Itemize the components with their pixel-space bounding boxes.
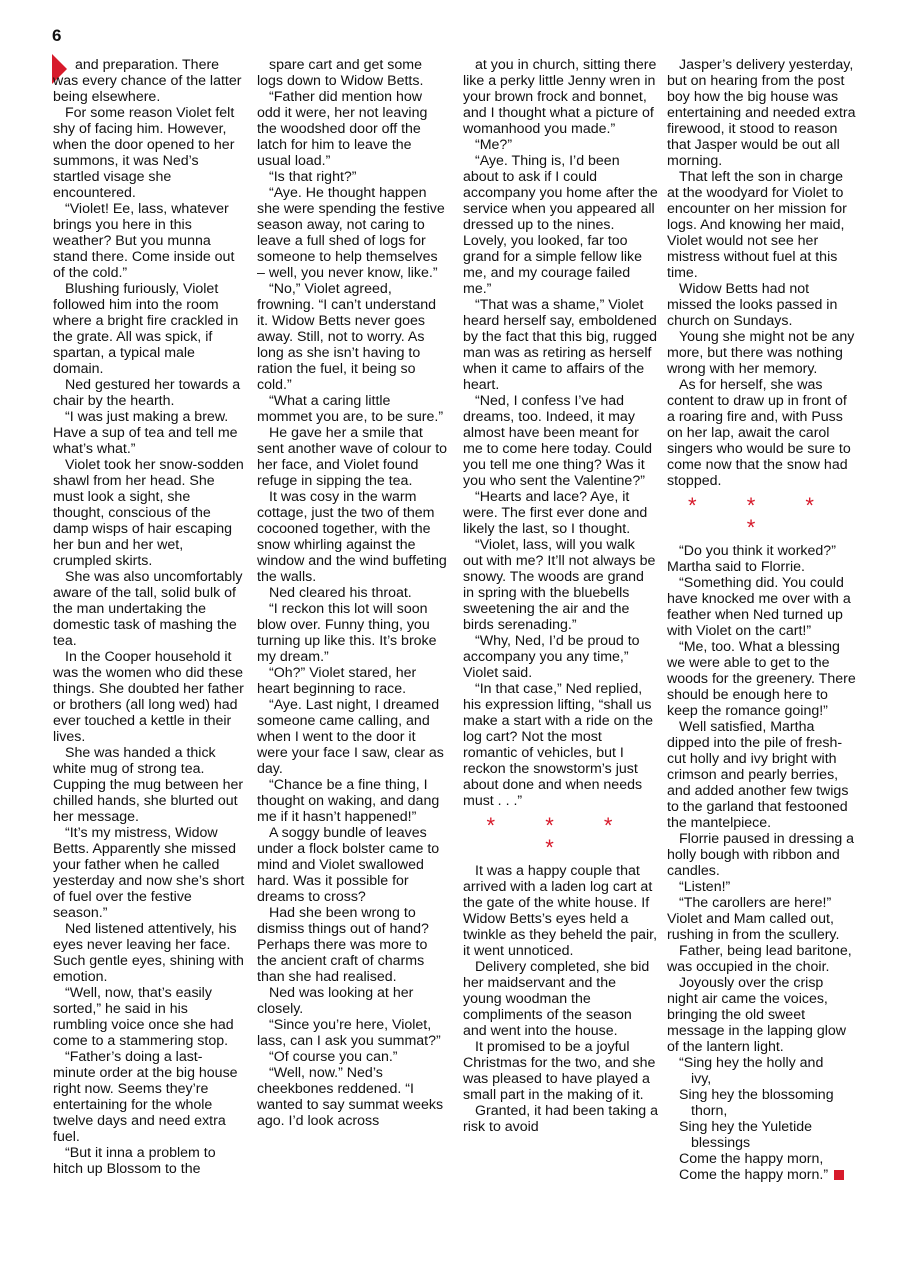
paragraph: “Aye. Thing is, I’d been about to ask if I could accompany you home after the service when you appeared all dressed up to the nines. Lovely, you looked, far too grand for a simple fellow like me, and my courage failed me.” xyxy=(463,153,658,297)
paragraph: “Why, Ned, I’d be proud to accompany you any time,” Violet said. xyxy=(463,633,640,681)
verse-line: Sing hey the Yuletide xyxy=(679,1119,813,1135)
paragraph: “Well, now.” Ned’s cheekbones reddened. “I wanted to say summat weeks ago. I’d look across xyxy=(257,1065,444,1129)
paragraph: It was a happy couple that arrived with a laden log cart at the gate of the white house. If Widow Betts’s eyes held a twinkle as they beheld the pair, it went unnoticed. xyxy=(463,863,658,959)
paragraph: “It’s my mistress, Widow Betts. Apparently she missed your father when he called yesterday and now she’s short of fuel over the festive season.” xyxy=(53,825,245,921)
verse-line-continuation: thorn, xyxy=(691,1103,728,1119)
paragraph: “The carollers are here!” Violet and Mam called out, rushing in from the scullery. xyxy=(667,895,840,943)
paragraph: As for herself, she was content to draw up in front of a roaring fire and, with Puss on her lap, await the carol singers who would be sure to come now that the snow had stopped. xyxy=(667,377,851,489)
paragraph: “Father did mention how odd it were, her not leaving the woodshed door off the latch for him to leave the usual load.” xyxy=(257,89,428,169)
paragraph: at you in church, sitting there like a perky little Jenny wren in your brown frock and bonnet, and I thought what a picture of womanhood you made.” xyxy=(463,57,657,137)
page-number: 6 xyxy=(52,26,62,45)
paragraph: “Aye. He thought happen she were spending the festive season away, not caring to leave a full shed of logs for someone to help themselves – well, you never know, like.” xyxy=(257,185,445,281)
paragraph: Granted, it had been taking a risk to avoid xyxy=(463,1103,658,1135)
paragraph: “What a caring little mommet you are, to be sure.” xyxy=(257,393,444,425)
paragraph: “Chance be a fine thing, I thought on waking, and dang me if it hasn’t happened!” xyxy=(257,777,440,825)
end-of-article-icon xyxy=(834,1170,844,1180)
paragraph: Violet took her snow-sodden shawl from her head. She must look a sight, she thought, conscious of the damp wisps of hair escaping her bun and her wet, crumpled skirts. xyxy=(53,457,244,569)
column-4-text-after-divider xyxy=(667,543,857,1055)
article-column-1 xyxy=(53,57,245,1177)
paragraph: Ned cleared his throat. xyxy=(269,585,412,601)
paragraph: She was handed a thick white mug of strong tea. Cupping the mug between her chilled hands, she blurted out her message. xyxy=(53,745,244,825)
paragraph: “Listen!” xyxy=(679,879,731,895)
section-divider: * * * * xyxy=(688,493,836,540)
paragraph: She was also uncomfortably aware of the tall, solid bulk of the man undertaking the domestic task of mashing the tea. xyxy=(53,569,243,649)
verse-line-continuation: blessings xyxy=(691,1135,751,1151)
column-4-text-before-divider xyxy=(667,57,857,489)
paragraph: “Hearts and lace? Aye, it were. The first ever done and likely the last, so I thought. xyxy=(463,489,648,537)
paragraph: “Something did. You could have knocked me over with a feather when Ned turned up with Violet on the cart!” xyxy=(667,575,851,639)
paragraph: It promised to be a joyful Christmas for the two, and she was pleased to have played a small part in the making of it. xyxy=(463,1039,656,1103)
paragraph: “Violet! Ee, lass, whatever brings you here in this weather? But you munna stand there. Come inside out of the cold.” xyxy=(53,201,235,281)
carol-verse xyxy=(667,1055,857,1183)
paragraph: “I reckon this lot will soon blow over. Funny thing, you turning up like this. It’s broke my dream.” xyxy=(257,601,437,665)
paragraph: “I was just making a brew. Have a sup of tea and tell me what’s what.” xyxy=(53,409,238,457)
verse-line: Come the happy morn, xyxy=(679,1151,824,1167)
verse-line: “Sing hey the holly and xyxy=(679,1055,824,1071)
paragraph: Young she might not be any more, but there was nothing wrong with her memory. xyxy=(667,329,855,377)
paragraph: “Well, now, that’s easily sorted,” he said in his rumbling voice once she had come to a stammering stop. xyxy=(53,985,234,1049)
paragraph: “Of course you can.” xyxy=(269,1049,398,1065)
article-column-3 xyxy=(463,57,658,1135)
article-column-4 xyxy=(667,57,857,1183)
paragraph: Joyously over the crisp night air came the voices, bringing the old sweet message in the lapping glow of the lantern light. xyxy=(667,975,847,1055)
paragraph: That left the son in charge at the woodyard for Violet to encounter on her mission for logs. And knowing her maid, Violet would not see her mistress without fuel at this time. xyxy=(667,169,847,281)
article-column-2 xyxy=(257,57,449,1129)
paragraph: “Ned, I confess I’ve had dreams, too. Indeed, it may almost have been meant for me to come here today. Could you tell me one thing? Was it you who sent the Valentine?” xyxy=(463,393,653,489)
paragraph: Ned listened attentively, his eyes never leaving her face. Such gentle eyes, shining with emotion. xyxy=(53,921,244,985)
paragraph: “Aye. Last night, I dreamed someone came calling, and when I went to the door it were your face I saw, clear as day. xyxy=(257,697,444,777)
section-divider: * * * * xyxy=(486,813,635,860)
paragraph: and preparation. There was every chance of the latter being elsewhere. xyxy=(53,57,242,105)
paragraph: For some reason Violet felt shy of facing him. However, when the door opened to her summons, it was Ned’s startled visage she encountered. xyxy=(53,105,235,201)
paragraph: Delivery completed, she bid her maidservant and the young woodman the compliments of the season and went into the house. xyxy=(463,959,650,1039)
verse-line: Come the happy morn.” xyxy=(667,1167,857,1183)
paragraph: “No,” Violet agreed, frowning. “I can’t understand it. Widow Betts never goes away. Still, not to worry. As long as she isn’t having to ration the fuel, it being so cold.” xyxy=(257,281,437,393)
paragraph: He gave her a smile that sent another wave of colour to her face, and Violet found refuge in sipping the tea. xyxy=(257,425,448,489)
paragraph: Well satisfied, Martha dipped into the pile of fresh-cut holly and ivy bright with crimson and pearly berries, and added another few twigs to the garland that festooned the mantelpiece. xyxy=(667,719,849,831)
verse-line: Sing hey the blossoming xyxy=(679,1087,834,1103)
paragraph: A soggy bundle of leaves under a flock bolster came to mind and Violet swallowed hard. Was it possible for dreams to cross? xyxy=(257,825,440,905)
paragraph: “Me?” xyxy=(475,137,513,153)
paragraph: Florrie paused in dressing a holly bough with ribbon and candles. xyxy=(667,831,855,879)
column-3-text-after-divider xyxy=(463,863,658,1135)
paragraph: spare cart and get some logs down to Widow Betts. xyxy=(257,57,424,89)
paragraph: “In that case,” Ned replied, his expression lifting, “shall us make a start with a ride on the log cart? Not the most romantic of vehicles, but I reckon the snowstorm’s just about done and when needs must . . .” xyxy=(463,681,654,809)
column-3-text-before-divider xyxy=(463,57,658,809)
paragraph: Blushing furiously, Violet followed him into the room where a bright fire crackled in the grate. All was spick, if spartan, a typical male domain. xyxy=(53,281,239,377)
paragraph: In the Cooper household it was the women who did these things. She doubted her father or brothers (all long wed) had ever touched a kettle in their lives. xyxy=(53,649,244,745)
paragraph: Jasper’s delivery yesterday, but on hearing from the post boy how the big house was entertaining and needed extra firewood, it stood to reason that Jasper would be out all morning. xyxy=(667,57,856,169)
paragraph: Widow Betts had not missed the looks passed in church on Sundays. xyxy=(667,281,838,329)
paragraph: “Oh?” Violet stared, her heart beginning to race. xyxy=(257,665,417,697)
verse-line-continuation: ivy, xyxy=(691,1071,712,1087)
paragraph: “Me, too. What a blessing we were able to get to the woods for the greenery. There should be enough here to keep the romance going!” xyxy=(667,639,856,719)
paragraph: Father, being lead baritone, was occupied in the choir. xyxy=(667,943,852,975)
paragraph: “Violet, lass, will you walk out with me? It’ll not always be snowy. The woods are grand in spring with the bluebells sweetening the air and the birds serenading.” xyxy=(463,537,656,633)
paragraph: “That was a shame,” Violet heard herself say, emboldened by the fact that this big, rugged man was as retiring as herself when it came to affairs of the heart. xyxy=(463,297,658,393)
paragraph: “But it inna a problem to hitch up Blossom to the xyxy=(53,1145,216,1177)
paragraph: It was cosy in the warm cottage, just the two of them cocooned together, with the snow whirling against the window and the wind buffeting the walls. xyxy=(257,489,447,585)
paragraph: Ned was looking at her closely. xyxy=(257,985,414,1017)
paragraph: “Is that right?” xyxy=(269,169,357,185)
paragraph: Ned gestured her towards a chair by the hearth. xyxy=(53,377,241,409)
paragraph: “Father’s doing a last-minute order at the big house right now. Seems they’re entertaining for the whole twelve days and need extra fuel. xyxy=(53,1049,238,1145)
paragraph: “Since you’re here, Violet, lass, can I ask you summat?” xyxy=(257,1017,441,1049)
paragraph: Had she been wrong to dismiss things out of hand? Perhaps there was more to the ancient craft of charms than she had realised. xyxy=(257,905,429,985)
paragraph: “Do you think it worked?” Martha said to Florrie. xyxy=(667,543,836,575)
